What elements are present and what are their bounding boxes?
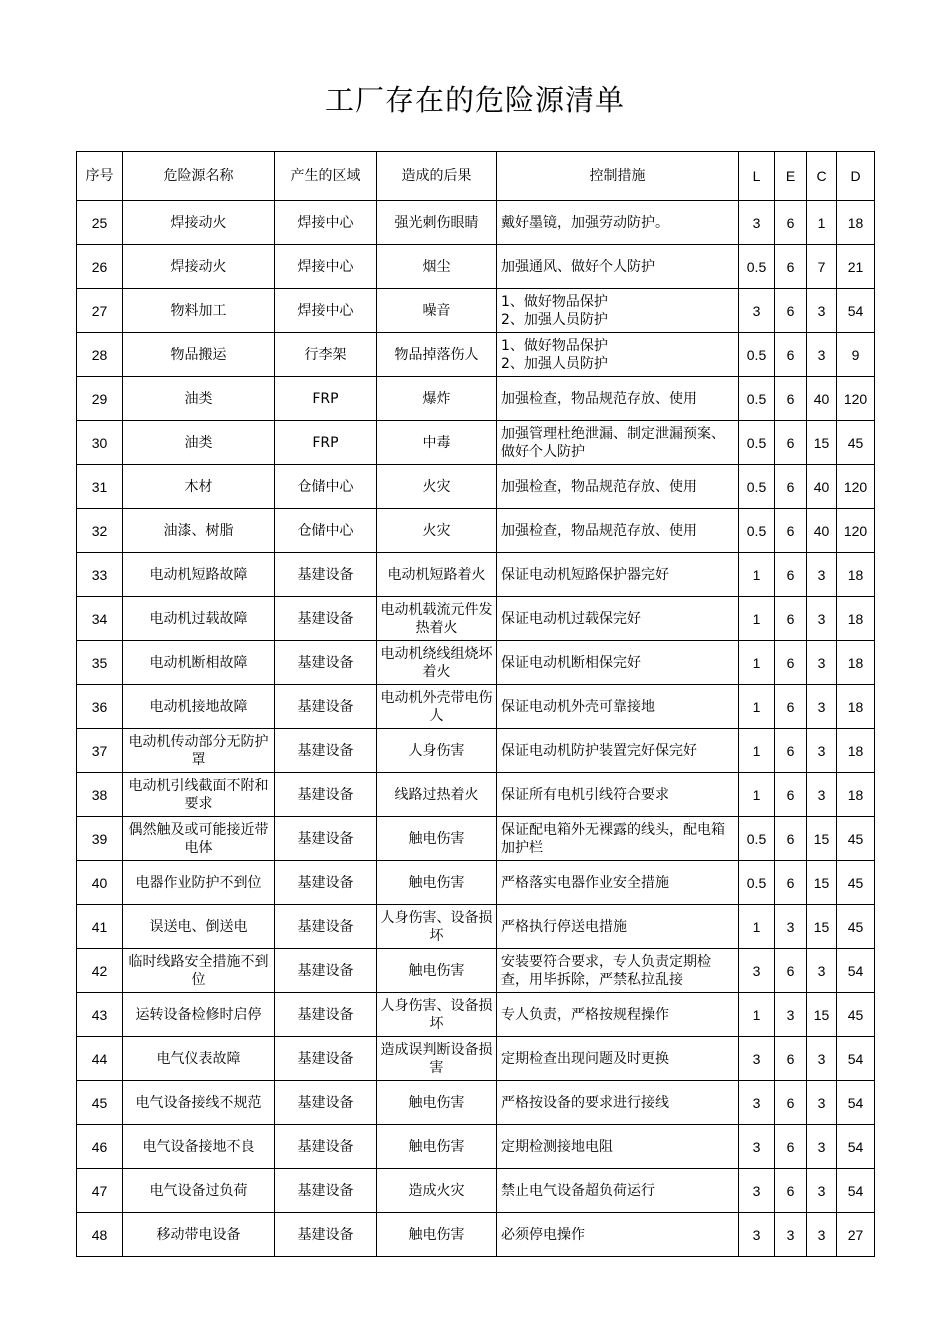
table-row <box>77 465 875 509</box>
cell-d: 18 <box>837 201 875 245</box>
cell-control: 严格执行停送电措施 <box>497 905 739 949</box>
cell-control: 安装要符合要求，专人负责定期检查，用毕拆除，严禁私拉乱接 <box>497 949 739 993</box>
cell-e: 6 <box>775 245 807 289</box>
cell-l: 0.5 <box>739 245 775 289</box>
cell-e: 6 <box>775 1125 807 1169</box>
cell-c: 3 <box>807 1081 837 1125</box>
cell-c: 3 <box>807 333 837 377</box>
cell-no: 33 <box>77 553 123 597</box>
table-row <box>77 861 875 905</box>
cell-e: 3 <box>775 905 807 949</box>
cell-hazard-name: 焊接动火 <box>123 245 275 289</box>
cell-no: 43 <box>77 993 123 1037</box>
cell-control: 1、做好物品保护 2、加强人员防护 <box>497 333 739 377</box>
cell-no: 44 <box>77 1037 123 1081</box>
cell-result: 烟尘 <box>377 245 497 289</box>
cell-l: 1 <box>739 729 775 773</box>
cell-c: 15 <box>807 993 837 1037</box>
cell-result: 人身伤害、设备损坏 <box>377 993 497 1037</box>
cell-no: 36 <box>77 685 123 729</box>
cell-d: 54 <box>837 949 875 993</box>
cell-result: 触电伤害 <box>377 1213 497 1257</box>
cell-no: 48 <box>77 1213 123 1257</box>
cell-no: 32 <box>77 509 123 553</box>
cell-l: 3 <box>739 201 775 245</box>
cell-no: 27 <box>77 289 123 333</box>
cell-c: 3 <box>807 1169 837 1213</box>
cell-d: 18 <box>837 729 875 773</box>
cell-area: 基建设备 <box>275 949 377 993</box>
cell-l: 3 <box>739 1125 775 1169</box>
cell-hazard-name: 误送电、倒送电 <box>123 905 275 949</box>
cell-c: 15 <box>807 905 837 949</box>
table-row <box>77 1169 875 1213</box>
cell-result: 触电伤害 <box>377 861 497 905</box>
cell-control: 戴好墨镜，加强劳动防护。 <box>497 201 739 245</box>
cell-d: 120 <box>837 509 875 553</box>
cell-d: 18 <box>837 597 875 641</box>
cell-l: 1 <box>739 905 775 949</box>
cell-l: 1 <box>739 993 775 1037</box>
cell-no: 41 <box>77 905 123 949</box>
cell-control: 严格落实电器作业安全措施 <box>497 861 739 905</box>
cell-e: 6 <box>775 421 807 465</box>
table-row <box>77 905 875 949</box>
table-row <box>77 1081 875 1125</box>
cell-c: 3 <box>807 1037 837 1081</box>
cell-result: 噪音 <box>377 289 497 333</box>
cell-d: 18 <box>837 773 875 817</box>
cell-no: 34 <box>77 597 123 641</box>
cell-hazard-name: 移动带电设备 <box>123 1213 275 1257</box>
table-row <box>77 289 875 333</box>
cell-no: 45 <box>77 1081 123 1125</box>
column-header-e: E <box>775 152 807 201</box>
cell-d: 45 <box>837 905 875 949</box>
cell-e: 6 <box>775 641 807 685</box>
cell-result: 线路过热着火 <box>377 773 497 817</box>
cell-no: 38 <box>77 773 123 817</box>
cell-result: 人身伤害 <box>377 729 497 773</box>
cell-d: 27 <box>837 1213 875 1257</box>
cell-area: FRP <box>275 377 377 421</box>
cell-area: 基建设备 <box>275 685 377 729</box>
cell-no: 47 <box>77 1169 123 1213</box>
cell-c: 15 <box>807 861 837 905</box>
cell-d: 54 <box>837 289 875 333</box>
cell-area: FRP <box>275 421 377 465</box>
cell-result: 爆炸 <box>377 377 497 421</box>
cell-hazard-name: 物料加工 <box>123 289 275 333</box>
cell-d: 54 <box>837 1037 875 1081</box>
cell-area: 基建设备 <box>275 1213 377 1257</box>
cell-control: 定期检查出现问题及时更换 <box>497 1037 739 1081</box>
cell-e: 6 <box>775 1037 807 1081</box>
cell-c: 3 <box>807 729 837 773</box>
cell-hazard-name: 电气设备接地不良 <box>123 1125 275 1169</box>
cell-result: 触电伤害 <box>377 949 497 993</box>
cell-d: 9 <box>837 333 875 377</box>
table-row <box>77 553 875 597</box>
cell-l: 1 <box>739 641 775 685</box>
cell-no: 26 <box>77 245 123 289</box>
table-row <box>77 685 875 729</box>
cell-result: 触电伤害 <box>377 817 497 861</box>
cell-hazard-name: 电气仪表故障 <box>123 1037 275 1081</box>
cell-l: 1 <box>739 597 775 641</box>
cell-result: 物品掉落伤人 <box>377 333 497 377</box>
cell-hazard-name: 电气设备过负荷 <box>123 1169 275 1213</box>
cell-e: 6 <box>775 1081 807 1125</box>
cell-e: 6 <box>775 377 807 421</box>
cell-l: 0.5 <box>739 421 775 465</box>
cell-result: 电动机绕线组烧坏着火 <box>377 641 497 685</box>
cell-control: 1、做好物品保护 2、加强人员防护 <box>497 289 739 333</box>
cell-c: 3 <box>807 1125 837 1169</box>
cell-hazard-name: 电动机传动部分无防护罩 <box>123 729 275 773</box>
cell-area: 焊接中心 <box>275 245 377 289</box>
cell-l: 1 <box>739 553 775 597</box>
cell-d: 18 <box>837 685 875 729</box>
cell-l: 0.5 <box>739 817 775 861</box>
column-header-name: 危险源名称 <box>123 152 275 201</box>
cell-hazard-name: 偶然触及或可能接近带电体 <box>123 817 275 861</box>
table-row <box>77 949 875 993</box>
cell-area: 焊接中心 <box>275 201 377 245</box>
table-row <box>77 421 875 465</box>
cell-e: 6 <box>775 333 807 377</box>
table-row <box>77 993 875 1037</box>
cell-l: 1 <box>739 773 775 817</box>
cell-e: 3 <box>775 993 807 1037</box>
cell-l: 3 <box>739 1169 775 1213</box>
cell-hazard-name: 油漆、树脂 <box>123 509 275 553</box>
cell-result: 造成误判断设备损害 <box>377 1037 497 1081</box>
cell-control: 加强检查，物品规范存放、使用 <box>497 377 739 421</box>
table-row <box>77 245 875 289</box>
cell-area: 基建设备 <box>275 993 377 1037</box>
cell-hazard-name: 电动机短路故障 <box>123 553 275 597</box>
cell-d: 45 <box>837 861 875 905</box>
cell-control: 必须停电操作 <box>497 1213 739 1257</box>
cell-d: 54 <box>837 1081 875 1125</box>
cell-control: 保证电动机过载保完好 <box>497 597 739 641</box>
cell-d: 45 <box>837 993 875 1037</box>
cell-d: 18 <box>837 641 875 685</box>
cell-c: 7 <box>807 245 837 289</box>
cell-area: 基建设备 <box>275 1169 377 1213</box>
cell-area: 基建设备 <box>275 773 377 817</box>
cell-hazard-name: 临时线路安全措施不到位 <box>123 949 275 993</box>
cell-l: 3 <box>739 1213 775 1257</box>
cell-c: 40 <box>807 377 837 421</box>
cell-area: 仓储中心 <box>275 465 377 509</box>
cell-d: 54 <box>837 1169 875 1213</box>
table-row <box>77 817 875 861</box>
cell-c: 3 <box>807 641 837 685</box>
cell-l: 3 <box>739 1037 775 1081</box>
page-title: 工厂存在的危险源清单 <box>324 83 625 117</box>
cell-control: 保证电动机断相保完好 <box>497 641 739 685</box>
cell-e: 6 <box>775 861 807 905</box>
cell-area: 基建设备 <box>275 641 377 685</box>
cell-e: 6 <box>775 817 807 861</box>
cell-control: 保证所有电机引线符合要求 <box>497 773 739 817</box>
cell-c: 3 <box>807 553 837 597</box>
cell-control: 加强检查，物品规范存放、使用 <box>497 509 739 553</box>
cell-no: 25 <box>77 201 123 245</box>
cell-l: 0.5 <box>739 509 775 553</box>
cell-c: 3 <box>807 949 837 993</box>
cell-l: 3 <box>739 289 775 333</box>
cell-area: 基建设备 <box>275 1125 377 1169</box>
cell-c: 40 <box>807 509 837 553</box>
cell-no: 42 <box>77 949 123 993</box>
cell-hazard-name: 运转设备检修时启停 <box>123 993 275 1037</box>
cell-hazard-name: 焊接动火 <box>123 201 275 245</box>
cell-hazard-name: 电动机断相故障 <box>123 641 275 685</box>
cell-e: 6 <box>775 773 807 817</box>
cell-l: 3 <box>739 1081 775 1125</box>
cell-d: 21 <box>837 245 875 289</box>
cell-no: 30 <box>77 421 123 465</box>
cell-e: 6 <box>775 1169 807 1213</box>
cell-l: 0.5 <box>739 861 775 905</box>
cell-hazard-name: 电动机接地故障 <box>123 685 275 729</box>
cell-hazard-name: 电动机过载故障 <box>123 597 275 641</box>
column-header-d: D <box>837 152 875 201</box>
table-row <box>77 1213 875 1257</box>
cell-d: 18 <box>837 553 875 597</box>
cell-control: 严格按设备的要求进行接线 <box>497 1081 739 1125</box>
table-row <box>77 729 875 773</box>
cell-area: 基建设备 <box>275 1037 377 1081</box>
cell-hazard-name: 电动机引线截面不附和要求 <box>123 773 275 817</box>
cell-control: 定期检测接地电阻 <box>497 1125 739 1169</box>
cell-area: 仓储中心 <box>275 509 377 553</box>
column-header-c: C <box>807 152 837 201</box>
cell-no: 35 <box>77 641 123 685</box>
cell-hazard-name: 油类 <box>123 377 275 421</box>
cell-result: 中毒 <box>377 421 497 465</box>
cell-d: 120 <box>837 377 875 421</box>
cell-hazard-name: 油类 <box>123 421 275 465</box>
cell-c: 15 <box>807 421 837 465</box>
column-header-area: 产生的区域 <box>275 152 377 201</box>
cell-d: 54 <box>837 1125 875 1169</box>
cell-c: 3 <box>807 1213 837 1257</box>
cell-control: 加强管理杜绝泄漏、制定泄漏预案、做好个人防护 <box>497 421 739 465</box>
cell-no: 46 <box>77 1125 123 1169</box>
table-row <box>77 1125 875 1169</box>
cell-e: 6 <box>775 509 807 553</box>
table-row <box>77 597 875 641</box>
cell-control: 加强检查，物品规范存放、使用 <box>497 465 739 509</box>
column-header-control: 控制措施 <box>497 152 739 201</box>
cell-result: 强光刺伤眼睛 <box>377 201 497 245</box>
cell-c: 15 <box>807 817 837 861</box>
cell-result: 火灾 <box>377 509 497 553</box>
cell-e: 6 <box>775 201 807 245</box>
table-header-row <box>77 152 875 201</box>
cell-c: 40 <box>807 465 837 509</box>
cell-e: 3 <box>775 1213 807 1257</box>
cell-l: 1 <box>739 685 775 729</box>
cell-area: 行李架 <box>275 333 377 377</box>
cell-area: 基建设备 <box>275 553 377 597</box>
cell-e: 6 <box>775 729 807 773</box>
table-row <box>77 773 875 817</box>
cell-c: 1 <box>807 201 837 245</box>
cell-result: 造成火灾 <box>377 1169 497 1213</box>
cell-area: 基建设备 <box>275 861 377 905</box>
cell-e: 6 <box>775 465 807 509</box>
cell-control: 保证电动机防护装置完好保完好 <box>497 729 739 773</box>
cell-no: 39 <box>77 817 123 861</box>
table-row <box>77 509 875 553</box>
cell-control: 禁止电气设备超负荷运行 <box>497 1169 739 1213</box>
cell-l: 3 <box>739 949 775 993</box>
cell-c: 3 <box>807 289 837 333</box>
cell-area: 焊接中心 <box>275 289 377 333</box>
cell-result: 火灾 <box>377 465 497 509</box>
table-row <box>77 333 875 377</box>
column-header-no: 序号 <box>77 152 123 201</box>
cell-d: 45 <box>837 421 875 465</box>
cell-area: 基建设备 <box>275 817 377 861</box>
cell-result: 电动机短路着火 <box>377 553 497 597</box>
cell-e: 6 <box>775 553 807 597</box>
cell-e: 6 <box>775 949 807 993</box>
table-row <box>77 377 875 421</box>
hazard-table <box>76 151 875 1257</box>
cell-l: 0.5 <box>739 465 775 509</box>
cell-hazard-name: 电气设备接线不规范 <box>123 1081 275 1125</box>
cell-no: 40 <box>77 861 123 905</box>
cell-area: 基建设备 <box>275 597 377 641</box>
cell-d: 120 <box>837 465 875 509</box>
cell-c: 3 <box>807 597 837 641</box>
cell-hazard-name: 物品搬运 <box>123 333 275 377</box>
column-header-result: 造成的后果 <box>377 152 497 201</box>
cell-result: 人身伤害、设备损坏 <box>377 905 497 949</box>
cell-control: 保证电动机外壳可靠接地 <box>497 685 739 729</box>
cell-result: 电动机外壳带电伤人 <box>377 685 497 729</box>
column-header-l: L <box>739 152 775 201</box>
cell-l: 0.5 <box>739 377 775 421</box>
cell-control: 加强通风、做好个人防护 <box>497 245 739 289</box>
table-row <box>77 1037 875 1081</box>
cell-result: 触电伤害 <box>377 1081 497 1125</box>
cell-e: 6 <box>775 597 807 641</box>
cell-no: 29 <box>77 377 123 421</box>
cell-no: 31 <box>77 465 123 509</box>
cell-area: 基建设备 <box>275 1081 377 1125</box>
cell-hazard-name: 木材 <box>123 465 275 509</box>
cell-area: 基建设备 <box>275 729 377 773</box>
cell-d: 45 <box>837 817 875 861</box>
cell-l: 0.5 <box>739 333 775 377</box>
cell-e: 6 <box>775 685 807 729</box>
cell-area: 基建设备 <box>275 905 377 949</box>
cell-result: 触电伤害 <box>377 1125 497 1169</box>
cell-control: 保证配电箱外无裸露的线头，配电箱加护栏 <box>497 817 739 861</box>
table-row <box>77 641 875 685</box>
cell-result: 电动机载流元件发热着火 <box>377 597 497 641</box>
cell-e: 6 <box>775 289 807 333</box>
cell-control: 专人负责，严格按规程操作 <box>497 993 739 1037</box>
cell-control: 保证电动机短路保护器完好 <box>497 553 739 597</box>
cell-c: 3 <box>807 773 837 817</box>
cell-no: 37 <box>77 729 123 773</box>
cell-no: 28 <box>77 333 123 377</box>
cell-c: 3 <box>807 685 837 729</box>
table-row <box>77 201 875 245</box>
cell-hazard-name: 电器作业防护不到位 <box>123 861 275 905</box>
